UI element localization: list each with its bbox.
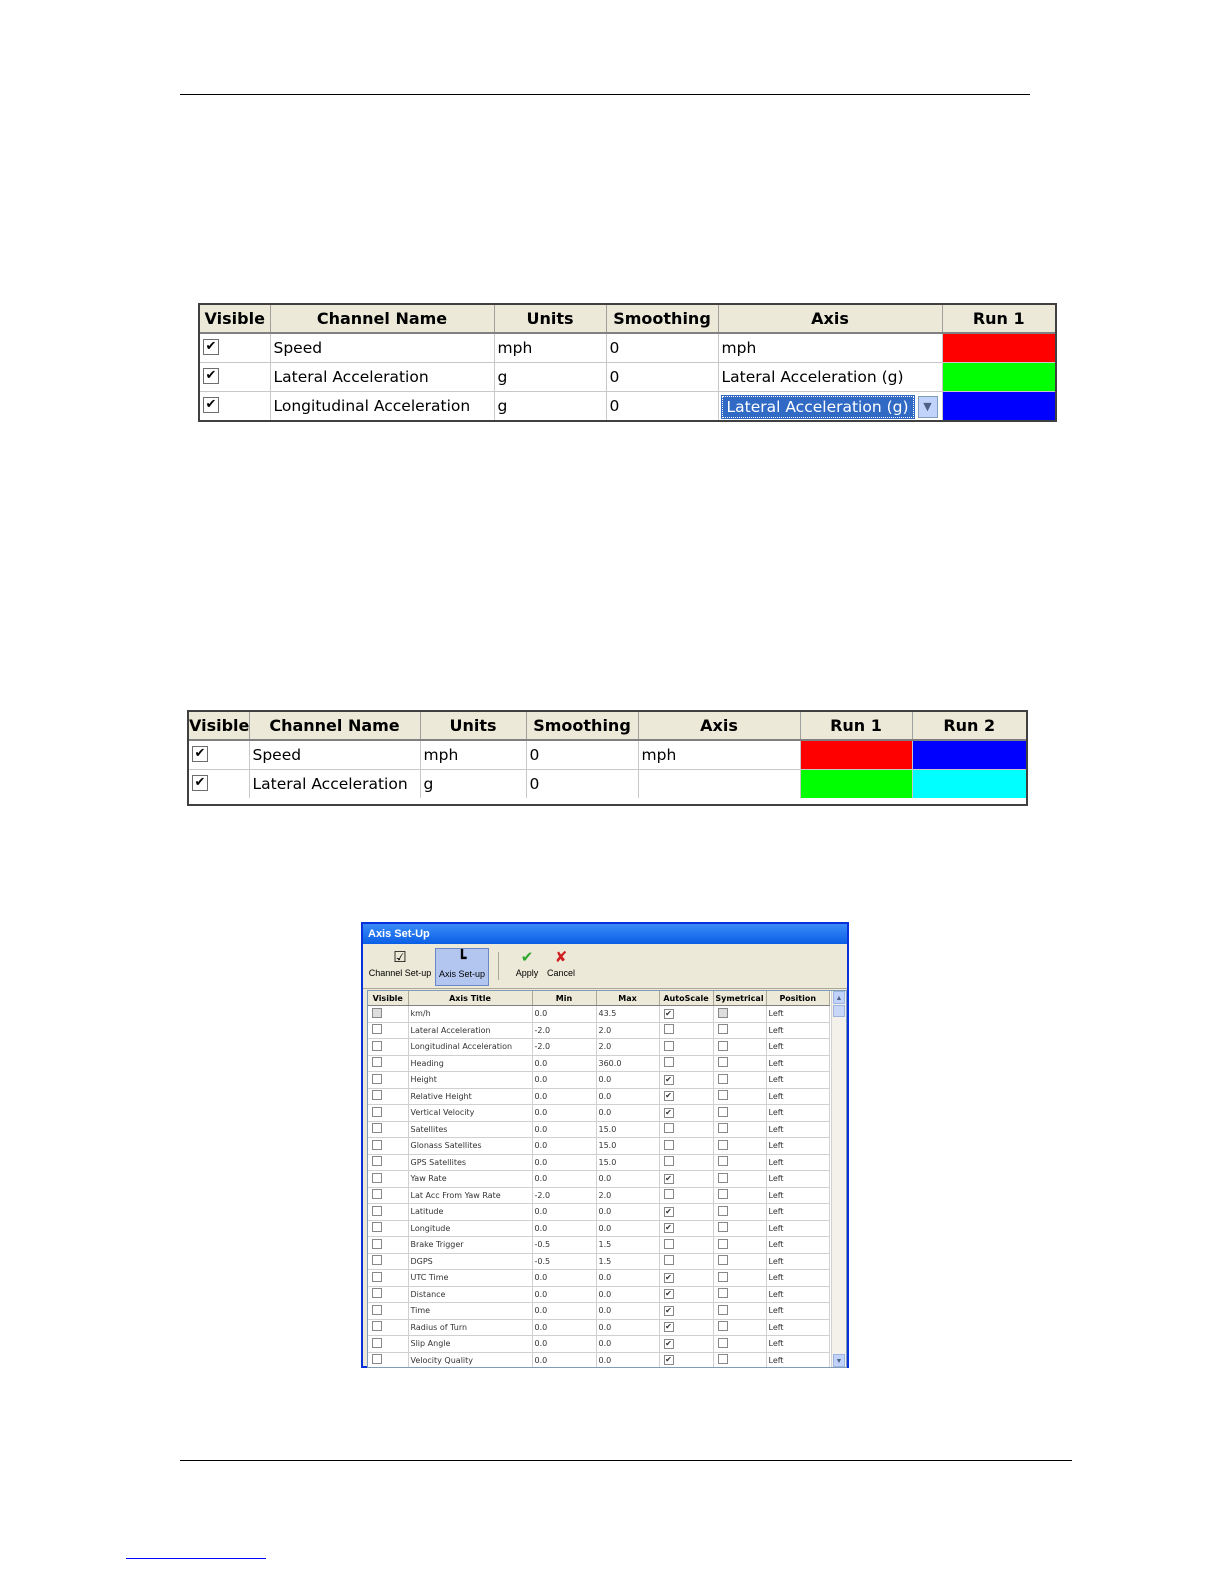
units-cell[interactable]: g [494,392,606,421]
autoscale-checkbox[interactable]: ✔ [665,1305,672,1315]
channel-setup-label: Channel Set-up [368,968,432,978]
position-cell[interactable]: Left [766,1039,830,1056]
table-row [368,1319,830,1336]
max-cell[interactable]: 0.0 [596,1204,659,1221]
column-header-max[interactable]: Max [596,991,659,1006]
visible-checkbox[interactable] [372,1288,382,1298]
min-cell[interactable]: 0.0 [532,1072,596,1089]
visible-checkbox[interactable] [372,1041,382,1051]
min-cell[interactable]: 0.0 [532,1319,596,1336]
visible-checkbox[interactable] [372,1321,382,1331]
max-cell[interactable]: 0.0 [596,1352,659,1368]
max-cell[interactable]: 0.0 [596,1072,659,1089]
table-row [368,1352,830,1368]
axis-setup-dialog [361,922,849,1368]
table-row [200,392,1055,421]
dialog-title: Axis Set-Up [363,924,847,944]
autoscale-checkbox[interactable]: ✔ [665,1322,672,1332]
position-cell[interactable]: Left [766,1286,830,1303]
max-cell[interactable]: 1.5 [596,1237,659,1254]
max-cell[interactable]: 0.0 [596,1303,659,1320]
column-header-units[interactable]: Units [494,305,606,333]
cancel-label: Cancel [546,968,575,978]
position-cell[interactable]: Left [766,1088,830,1105]
visible-checkbox[interactable]: ✔ [192,746,208,762]
table-row [189,740,1026,770]
position-cell[interactable]: Left [766,1171,830,1188]
autoscale-checkbox[interactable]: ✔ [665,1355,672,1365]
autoscale-checkbox[interactable]: ✔ [665,1091,672,1101]
symetrical-checkbox[interactable] [718,1354,728,1364]
axis-title-cell[interactable]: Lateral Acceleration [408,1022,532,1039]
autoscale-checkbox[interactable] [664,1024,674,1034]
position-cell[interactable]: Left [766,1187,830,1204]
visible-checkbox[interactable] [372,1057,382,1067]
visible-checkbox[interactable] [372,1024,382,1034]
axis-grid [367,990,847,1368]
visible-checkbox[interactable] [372,1008,382,1018]
max-cell[interactable]: 0.0 [596,1171,659,1188]
smoothing-cell[interactable]: 0 [606,363,718,392]
axis-title-cell[interactable]: Yaw Rate [408,1171,532,1188]
channel-grid-figure2 [187,710,1028,806]
symetrical-checkbox[interactable] [718,1074,728,1084]
symetrical-checkbox[interactable] [718,1123,728,1133]
visible-checkbox[interactable] [372,1074,382,1084]
table-row [368,1154,830,1171]
axis-cell[interactable] [638,770,800,799]
visible-checkbox[interactable] [372,1338,382,1348]
visible-checkbox[interactable] [372,1272,382,1282]
position-cell[interactable]: Left [766,1154,830,1171]
units-cell[interactable]: g [420,770,526,799]
table-row [368,1270,830,1287]
channel-grid-figure1 [198,303,1057,422]
chevron-down-icon[interactable]: ▼ [918,396,938,418]
run-1-color-cell[interactable] [800,740,912,770]
visible-checkbox[interactable] [372,1222,382,1232]
autoscale-checkbox[interactable] [664,1255,674,1265]
symetrical-checkbox[interactable] [718,1041,728,1051]
channel-setup-button[interactable] [367,948,433,984]
max-cell[interactable]: 2.0 [596,1039,659,1056]
axis-title-cell[interactable]: km/h [408,1006,532,1023]
axis-title-cell[interactable]: Satellites [408,1121,532,1138]
table-row [200,363,1055,392]
visible-checkbox[interactable] [372,1173,382,1183]
min-cell[interactable]: 0.0 [532,1204,596,1221]
header-rule [180,94,1030,95]
max-cell[interactable]: 15.0 [596,1138,659,1155]
position-cell[interactable]: Left [766,1352,830,1368]
smoothing-cell[interactable]: 0 [606,333,718,363]
position-cell[interactable]: Left [766,1220,830,1237]
autoscale-checkbox[interactable]: ✔ [665,1272,672,1282]
position-cell[interactable]: Left [766,1105,830,1122]
scroll-down-arrow-icon[interactable]: ▼ [833,1354,845,1367]
visible-checkbox[interactable]: ✔ [203,368,219,384]
axis-setup-icon: ┗ [457,950,467,967]
symetrical-checkbox[interactable] [718,1272,728,1282]
column-header-run-1[interactable]: Run 1 [942,305,1055,333]
column-header-visible[interactable]: Visible [368,991,408,1006]
visible-checkbox[interactable] [372,1255,382,1265]
visible-checkbox[interactable] [372,1090,382,1100]
run-2-color-cell[interactable] [912,770,1026,799]
axis-title-cell[interactable]: Distance [408,1286,532,1303]
min-cell[interactable]: 0.0 [532,1286,596,1303]
axis-title-cell[interactable]: Brake Trigger [408,1237,532,1254]
run-1-color-cell[interactable] [942,363,1055,392]
min-cell[interactable]: -2.0 [532,1039,596,1056]
column-header-symetrical[interactable]: Symetrical [713,991,766,1006]
position-cell[interactable]: Left [766,1204,830,1221]
axis-rows [368,1006,830,1369]
min-cell[interactable]: 0.0 [532,1154,596,1171]
table-row [368,1039,830,1056]
axis-title-cell[interactable]: Radius of Turn [408,1319,532,1336]
table-row [368,1303,830,1320]
column-header-autoscale[interactable]: AutoScale [659,991,713,1006]
table-row [368,1138,830,1155]
visible-checkbox[interactable] [372,1239,382,1249]
table-row [368,1006,830,1023]
min-cell[interactable]: 0.0 [532,1138,596,1155]
max-cell[interactable]: 15.0 [596,1154,659,1171]
autoscale-checkbox[interactable] [664,1156,674,1166]
autoscale-checkbox[interactable]: ✔ [665,1107,672,1117]
table-row [368,1072,830,1089]
max-cell[interactable]: 0.0 [596,1286,659,1303]
min-cell[interactable]: 0.0 [532,1270,596,1287]
position-cell[interactable]: Left [766,1336,830,1353]
position-cell[interactable]: Left [766,1022,830,1039]
run-2-color-cell[interactable] [912,740,1026,770]
footer-rule [180,1460,1072,1461]
axis-setup-button[interactable] [435,948,489,986]
max-cell[interactable]: 15.0 [596,1121,659,1138]
column-header-run-2[interactable]: Run 2 [912,712,1026,740]
axis-title-cell[interactable]: Slip Angle [408,1336,532,1353]
visible-checkbox[interactable] [372,1189,382,1199]
min-cell[interactable]: 0.0 [532,1303,596,1320]
visible-checkbox[interactable]: ✔ [203,339,219,355]
symetrical-checkbox[interactable] [718,1321,728,1331]
symetrical-checkbox[interactable] [718,1024,728,1034]
max-cell[interactable]: 2.0 [596,1187,659,1204]
min-cell[interactable]: 0.0 [532,1055,596,1072]
units-cell[interactable]: mph [420,740,526,770]
min-cell[interactable]: -2.0 [532,1022,596,1039]
symetrical-checkbox[interactable] [718,1107,728,1117]
axis-title-cell[interactable]: Vertical Velocity [408,1105,532,1122]
column-header-smoothing[interactable]: Smoothing [526,712,638,740]
position-cell[interactable]: Left [766,1237,830,1254]
position-cell[interactable]: Left [766,1138,830,1155]
position-cell[interactable]: Left [766,1072,830,1089]
axis-dropdown[interactable] [722,396,942,418]
run-1-color-cell[interactable] [942,392,1055,421]
axis-title-cell[interactable]: GPS Satellites [408,1154,532,1171]
visible-checkbox[interactable] [372,1305,382,1315]
column-header-position[interactable]: Position [766,991,830,1006]
max-cell[interactable]: 2.0 [596,1022,659,1039]
column-header-channel-name[interactable]: Channel Name [249,712,420,740]
smoothing-cell[interactable]: 0 [526,740,638,770]
symetrical-checkbox[interactable] [718,1156,728,1166]
column-header-visible[interactable]: Visible [189,712,249,740]
symetrical-checkbox[interactable] [718,1008,728,1018]
axis-title-cell[interactable]: Relative Height [408,1088,532,1105]
smoothing-cell[interactable]: 0 [526,770,638,799]
axis-title-cell[interactable]: UTC Time [408,1270,532,1287]
min-cell[interactable]: 0.0 [532,1088,596,1105]
column-header-units[interactable]: Units [420,712,526,740]
max-cell[interactable]: 0.0 [596,1270,659,1287]
max-cell[interactable]: 0.0 [596,1319,659,1336]
table-row [368,1121,830,1138]
channel-name-cell[interactable]: Lateral Acceleration [270,363,494,392]
column-header-axis[interactable]: Axis [718,305,942,333]
symetrical-checkbox[interactable] [718,1222,728,1232]
units-cell[interactable]: g [494,363,606,392]
visible-checkbox[interactable]: ✔ [203,397,219,413]
symetrical-checkbox[interactable] [718,1338,728,1348]
cancel-button[interactable] [545,948,577,984]
table-row [368,1336,830,1353]
min-cell[interactable]: 0.0 [532,1121,596,1138]
table-row [200,333,1055,363]
autoscale-checkbox[interactable]: ✔ [665,1338,672,1348]
symetrical-checkbox[interactable] [718,1057,728,1067]
axis-cell[interactable]: mph [718,333,942,363]
min-cell[interactable]: -0.5 [532,1253,596,1270]
visible-checkbox[interactable] [372,1354,382,1364]
axis-dropdown-value: Lateral Acceleration (g) [722,396,914,418]
max-cell[interactable]: 43.5 [596,1006,659,1023]
autoscale-checkbox[interactable]: ✔ [665,1223,672,1233]
column-header-smoothing[interactable]: Smoothing [606,305,718,333]
position-cell[interactable]: Left [766,1121,830,1138]
symetrical-checkbox[interactable] [718,1288,728,1298]
smoothing-cell[interactable]: 0 [606,392,718,421]
symetrical-checkbox[interactable] [718,1206,728,1216]
axis-title-cell[interactable]: Longitudinal Acceleration [408,1039,532,1056]
min-cell[interactable]: 0.0 [532,1220,596,1237]
position-cell[interactable]: Left [766,1006,830,1023]
table-row [368,1253,830,1270]
axis-setup-label: Axis Set-up [438,969,486,979]
axis-title-cell[interactable]: Longitude [408,1220,532,1237]
table-row [368,1204,830,1221]
apply-button[interactable] [513,948,541,984]
autoscale-checkbox[interactable] [664,1189,674,1199]
table-row [368,1055,830,1072]
symetrical-checkbox[interactable] [718,1173,728,1183]
table-row [189,770,1026,799]
axis-title-cell[interactable]: Latitude [408,1204,532,1221]
max-cell[interactable]: 0.0 [596,1220,659,1237]
autoscale-checkbox[interactable]: ✔ [665,1206,672,1216]
table-row [368,1286,830,1303]
channel-setup-icon: ☑ [393,949,407,966]
column-header-axis[interactable]: Axis [638,712,800,740]
axis-title-cell[interactable]: Heading [408,1055,532,1072]
autoscale-checkbox[interactable]: ✔ [665,1173,672,1183]
position-cell[interactable]: Left [766,1055,830,1072]
axis-title-cell[interactable]: Lat Acc From Yaw Rate [408,1187,532,1204]
autoscale-checkbox[interactable] [664,1239,674,1249]
min-cell[interactable]: -2.0 [532,1187,596,1204]
autoscale-checkbox[interactable] [664,1041,674,1051]
autoscale-checkbox[interactable] [664,1123,674,1133]
symetrical-checkbox[interactable] [718,1189,728,1199]
min-cell[interactable]: 0.0 [532,1105,596,1122]
visible-checkbox[interactable] [372,1107,382,1117]
scroll-up-arrow-icon[interactable]: ▲ [833,991,845,1004]
channel-name-cell[interactable]: Longitudinal Acceleration [270,392,494,421]
position-cell[interactable]: Left [766,1270,830,1287]
symetrical-checkbox[interactable] [718,1239,728,1249]
run-1-color-cell[interactable] [942,333,1055,363]
visible-checkbox[interactable] [372,1156,382,1166]
dialog-toolbar [363,944,847,989]
min-cell[interactable]: -0.5 [532,1237,596,1254]
axis-title-cell[interactable]: DGPS [408,1253,532,1270]
vertical-scrollbar[interactable] [831,991,846,1367]
min-cell[interactable]: 0.0 [532,1006,596,1023]
autoscale-checkbox[interactable]: ✔ [665,1289,672,1299]
column-header-axis-title[interactable]: Axis Title [408,991,532,1006]
symetrical-checkbox[interactable] [718,1305,728,1315]
toolbar-separator [498,952,499,980]
max-cell[interactable]: 360.0 [596,1055,659,1072]
cross-icon: ✘ [554,949,568,966]
table-row [368,1105,830,1122]
axis-title-cell[interactable]: Height [408,1072,532,1089]
units-cell[interactable]: mph [494,333,606,363]
table-row [368,1088,830,1105]
check-icon: ✔ [520,949,534,966]
position-cell[interactable]: Left [766,1319,830,1336]
table-row [368,1187,830,1204]
symetrical-checkbox[interactable] [718,1090,728,1100]
autoscale-checkbox[interactable] [664,1140,674,1150]
autoscale-checkbox[interactable] [664,1057,674,1067]
visible-checkbox[interactable] [372,1123,382,1133]
min-cell[interactable]: 0.0 [532,1336,596,1353]
channel-name-cell[interactable]: Lateral Acceleration [249,770,420,799]
axis-title-cell[interactable]: Velocity Quality [408,1352,532,1368]
table-row [368,1022,830,1039]
column-header-visible[interactable]: Visible [200,305,270,333]
symetrical-checkbox[interactable] [718,1255,728,1265]
run-1-color-cell[interactable] [800,770,912,799]
visible-checkbox[interactable] [372,1206,382,1216]
table-row [368,1220,830,1237]
axis-cell[interactable]: Lateral Acceleration (g) [718,363,942,392]
column-header-channel-name[interactable]: Channel Name [270,305,494,333]
position-cell[interactable]: Left [766,1303,830,1320]
channel-name-cell[interactable]: Speed [249,740,420,770]
visible-checkbox[interactable] [372,1140,382,1150]
axis-title-cell[interactable]: Time [408,1303,532,1320]
position-cell[interactable]: Left [766,1253,830,1270]
axis-title-cell[interactable]: Glonass Satellites [408,1138,532,1155]
max-cell[interactable]: 1.5 [596,1253,659,1270]
axis-cell[interactable]: mph [638,740,800,770]
scroll-thumb[interactable] [833,1005,845,1017]
axis-dropdown-cell [718,392,942,421]
footer-link-underline[interactable] [126,1558,266,1559]
channel-name-cell[interactable]: Speed [270,333,494,363]
autoscale-checkbox[interactable]: ✔ [665,1074,672,1084]
table-row [368,1171,830,1188]
min-cell[interactable]: 0.0 [532,1352,596,1368]
max-cell[interactable]: 0.0 [596,1336,659,1353]
max-cell[interactable]: 0.0 [596,1105,659,1122]
max-cell[interactable]: 0.0 [596,1088,659,1105]
symetrical-checkbox[interactable] [718,1140,728,1150]
apply-label: Apply [515,968,539,978]
min-cell[interactable]: 0.0 [532,1171,596,1188]
visible-checkbox[interactable]: ✔ [192,775,208,791]
column-header-min[interactable]: Min [532,991,596,1006]
column-header-run-1[interactable]: Run 1 [800,712,912,740]
autoscale-checkbox[interactable]: ✔ [665,1008,672,1018]
table-row [368,1237,830,1254]
